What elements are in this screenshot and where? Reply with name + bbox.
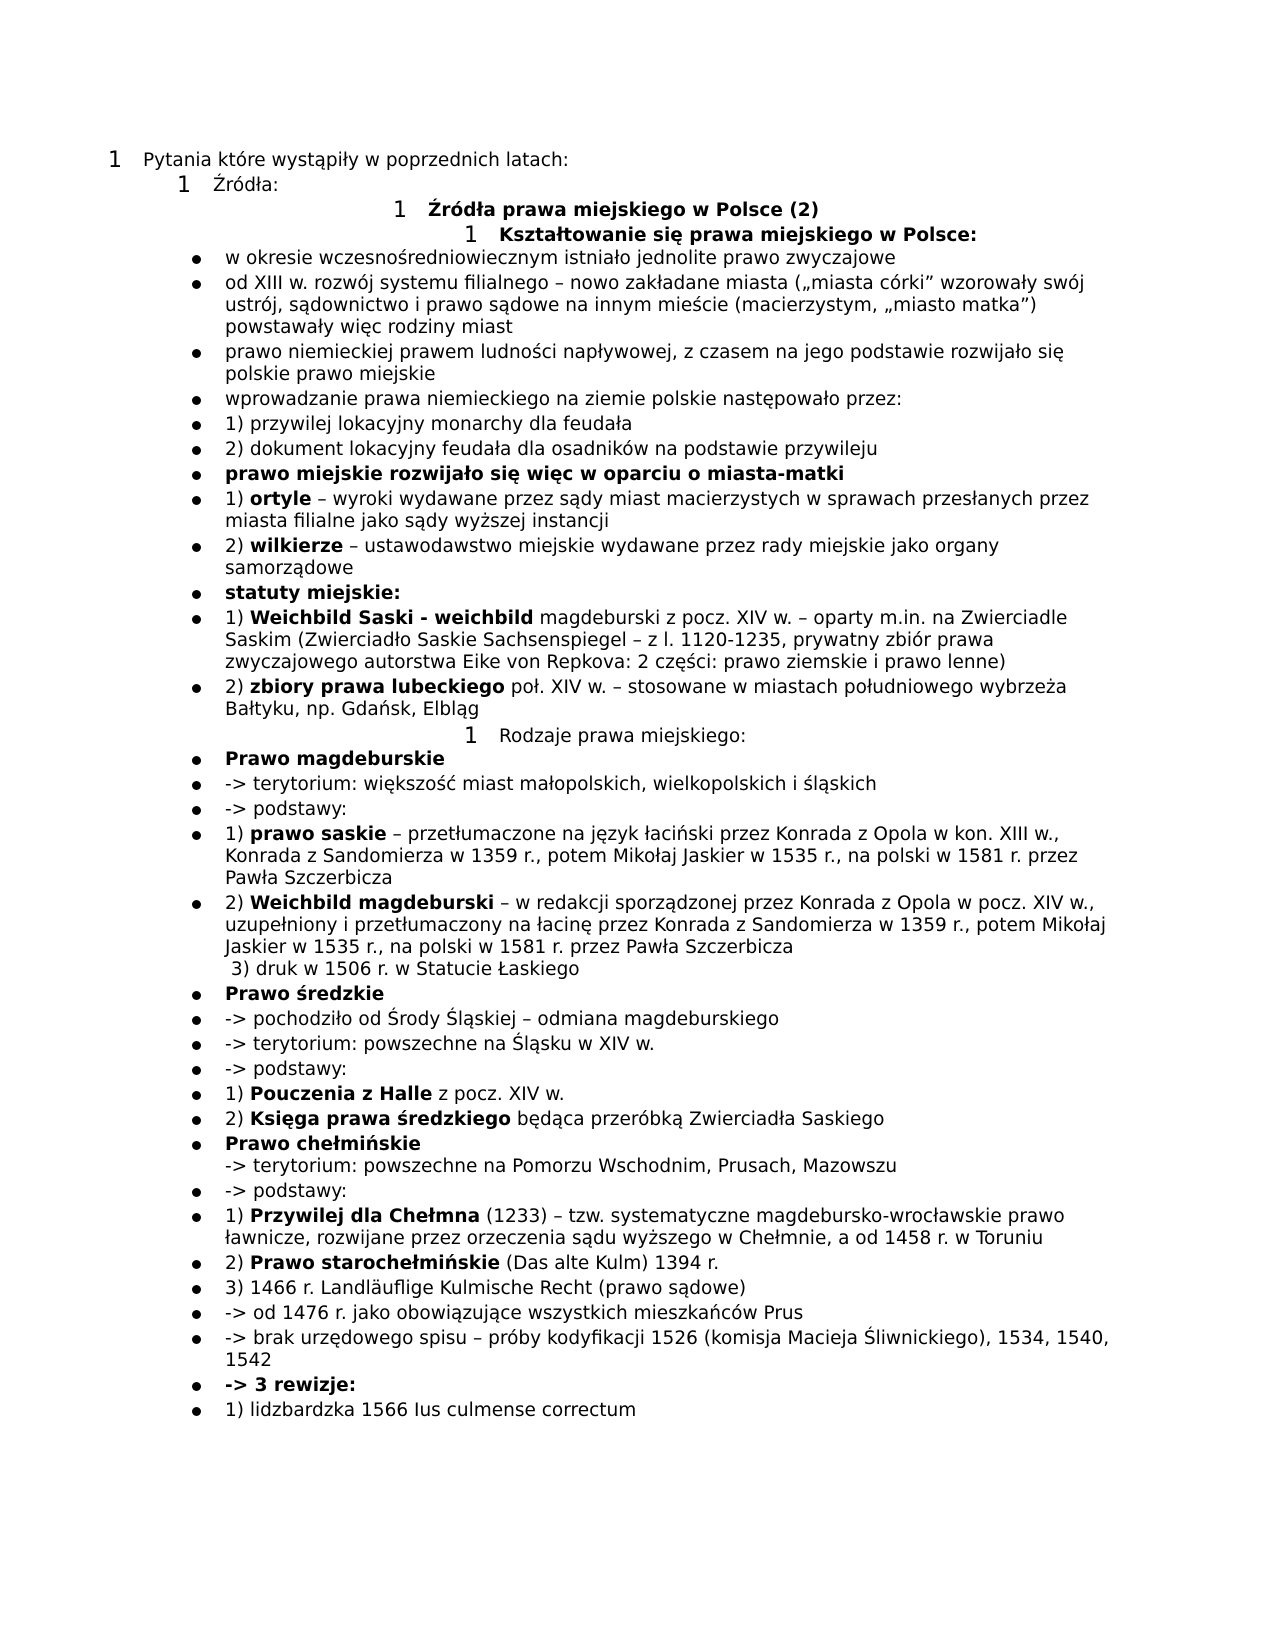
list-item-text: -> pochodziło od Środy Śląskiej – odmiana magdeburskiego	[225, 1009, 780, 1030]
bullet-icon	[192, 1407, 201, 1416]
bullet-icon	[192, 1382, 201, 1391]
list-item-term: Prawo starochełmińskie	[249, 1253, 500, 1274]
heading-city-law-formation	[0, 223, 1275, 248]
bullet-icon	[192, 1213, 201, 1222]
list-item-text: Prawo średzkie	[225, 984, 385, 1005]
list-item	[225, 583, 1125, 605]
bullet-icon	[192, 1285, 201, 1294]
document-body	[0, 148, 1275, 1425]
heading-questions	[0, 148, 1275, 173]
list-item-term: ortyle	[249, 489, 312, 510]
list-item-text: 1) lidzbardzka 1566 Ius culmense correctum	[225, 1400, 637, 1421]
list-item-prefix: 2)	[225, 677, 250, 698]
heading-text: Kształtowanie się prawa miejskiego w Polsce:	[499, 225, 978, 246]
bullet-icon	[192, 1091, 201, 1100]
list-item	[225, 1134, 1125, 1156]
bullet-icon	[192, 1335, 201, 1344]
bullet-icon	[192, 831, 201, 840]
heading-text: Źródła prawa miejskiego w Polsce (2)	[428, 200, 820, 221]
list-item	[225, 608, 1125, 674]
list-item-text: w okresie wczesnośredniowiecznym istniało jednolite prawo zwyczajowe	[225, 248, 896, 269]
list-item-text: 1) przywilej lokacyjny monarchy dla feudała	[225, 414, 633, 435]
list-item-text: poł. XIV w. – stosowane w miastach południowego wybrzeża Bałtyku, np. Gdańsk, Elbląg	[225, 677, 1067, 720]
list-item-prefix: 2)	[225, 1109, 250, 1130]
list-item	[225, 677, 1125, 721]
bullet-icon	[192, 1188, 201, 1197]
list-continuation: -> terytorium: powszechne na Pomorzu Wschodnim, Prusach, Mazowszu	[225, 1156, 898, 1177]
heading-city-law-types	[0, 724, 1275, 749]
list-item-term: Księga prawa średzkiego	[249, 1109, 511, 1130]
bullet-icon	[192, 1260, 201, 1269]
list-item-term: prawo saskie	[249, 824, 387, 845]
bullet-icon	[192, 615, 201, 624]
list-item	[225, 1181, 1125, 1203]
bullet-icon	[192, 1141, 201, 1150]
list-item	[225, 439, 1125, 461]
bullet-icon	[192, 396, 201, 405]
list-item-prefix: 1)	[225, 1206, 250, 1227]
bullet-icon	[192, 756, 201, 765]
list-item-text: Prawo magdeburskie	[225, 749, 445, 770]
list-item-prefix: 2)	[225, 1253, 250, 1274]
list-item	[225, 1059, 1125, 1081]
list-item-text: -> terytorium: powszechne na Śląsku w XIV w.	[225, 1034, 655, 1055]
list-item-text: – w redakcji sporządzonej przez Konrada z Opola w pocz. XIV w., uzupełniony i przetłumaczony na łacinę przez Konrada z Sandomierza w 1359 r., potem Mikołaj Jaskier w 1535 r., na polski w 1581 r. przez Pawła Szczerbicza	[225, 893, 1106, 958]
list-item-prefix: 1)	[225, 608, 250, 629]
bullet-icon	[192, 806, 201, 815]
list-item-prefix: 1)	[225, 489, 250, 510]
list-item-prefix: 1)	[225, 824, 250, 845]
list-item	[225, 1034, 1125, 1056]
list-item	[225, 893, 1125, 959]
list-item	[225, 464, 1125, 486]
list-item-text: -> podstawy:	[225, 1181, 348, 1202]
list-item-term: Weichbild magdeburski	[249, 893, 495, 914]
list-item-text: prawo miejskie rozwijało się więc w oparciu o miasta-matki	[225, 464, 845, 485]
heading-text: Źródła:	[213, 175, 279, 196]
list-item	[225, 824, 1125, 890]
list-item-text: statuty miejskie:	[225, 583, 401, 604]
list-item-text: – wyroki wydawane przez sądy miast macierzystych w sprawach przesłanych przez miasta filialne jako sądy wyższej instancji	[225, 489, 1090, 532]
heading-text: Rodzaje prawa miejskiego:	[499, 726, 747, 747]
list-item	[225, 749, 1125, 771]
list-item-text: – przetłumaczone na język łaciński przez Konrada z Opola w kon. XIII w., Konrada z Sandomierza w 1359 r., potem Mikołaj Jaskier w 1535 r., na polski w 1581 r. przez Pawła Szczerbicza	[225, 824, 1078, 889]
list-item	[225, 1206, 1125, 1250]
list-item-text: -> podstawy:	[225, 799, 348, 820]
list-item	[225, 536, 1125, 580]
bullet-icon	[192, 446, 201, 455]
list-item	[225, 1303, 1125, 1325]
bullet-icon	[192, 1310, 201, 1319]
bullet-icon	[192, 900, 201, 909]
list-item	[225, 774, 1125, 796]
list-item-term: wilkierze	[249, 536, 344, 557]
list-item-text: Prawo chełmińskie	[225, 1134, 421, 1155]
list-item-term: Weichbild Saski - weichbild	[249, 608, 534, 629]
heading-number: 1	[177, 173, 191, 198]
list-item-text: od XIII w. rozwój systemu filialnego – nowo zakładane miasta („miasta córki” wzorowały swój ustrój, sądownictwo i prawo sądowe na innym mieście (macierzystym, „miasto matka”) powstawały więc rodziny miast	[225, 273, 1085, 338]
list-item	[225, 389, 1125, 411]
list-item-text: prawo niemieckiej prawem ludności napływowej, z czasem na jego podstawie rozwijało się polskie prawo miejskie	[225, 342, 1064, 385]
list-item	[225, 799, 1125, 821]
list-item-text: 2) dokument lokacyjny feudała dla osadników na podstawie przywileju	[225, 439, 878, 460]
heading-number: 1	[108, 148, 122, 173]
heading-number: 1	[464, 724, 478, 749]
bullet-icon	[192, 590, 201, 599]
bullet-icon	[192, 255, 201, 264]
bullet-icon	[192, 280, 201, 289]
bullet-icon	[192, 1116, 201, 1125]
list-item-text: -> podstawy:	[225, 1059, 348, 1080]
bullet-icon	[192, 684, 201, 693]
list-item	[225, 1084, 1125, 1106]
list-item	[225, 342, 1125, 386]
bullet-icon	[192, 349, 201, 358]
heading-number: 1	[464, 223, 478, 248]
bullet-icon	[192, 496, 201, 505]
heading-sources	[0, 173, 1275, 198]
list-item-text: -> brak urzędowego spisu – próby kodyfikacji 1526 (komisja Macieja Śliwnickiego), 1534, 1540, 1542	[225, 1328, 1110, 1371]
list-item-text: magdeburski z pocz. XIV w. – oparty m.in. na Zwierciadle Saskim (Zwierciadło Saskie Sachsenspiegel – z l. 1120-1235, prywatny zbiór prawa zwyczajowego autorstwa Eike von Repkova: 2 części: prawo ziemskie i prawo lenne)	[225, 608, 1068, 673]
heading-text: Pytania które wystąpiły w poprzednich latach:	[143, 150, 569, 171]
list-item-prefix: 2)	[225, 536, 250, 557]
list-item-text: (1233) – tzw. systematyczne magdebursko-wrocławskie prawo ławnicze, rozwijane przez orzeczenia sądu wyższego w Chełmnie, a od 1458 r. w Toruniu	[225, 1206, 1065, 1249]
bullet-icon	[192, 471, 201, 480]
list-item	[225, 1109, 1125, 1131]
list-item-prefix: 2)	[225, 893, 250, 914]
list-item	[225, 1253, 1125, 1275]
list-item-text: 3) 1466 r. Landläuflige Kulmische Recht (prawo sądowe)	[225, 1278, 747, 1299]
list-item	[225, 248, 1125, 270]
heading-number: 1	[393, 198, 407, 223]
list-item	[225, 414, 1125, 436]
list-item-text: będąca przeróbką Zwierciadła Saskiego	[510, 1109, 885, 1130]
bullet-icon	[192, 781, 201, 790]
list-item	[225, 1400, 1125, 1422]
bullet-icon	[192, 1041, 201, 1050]
bullet-icon	[192, 421, 201, 430]
list-item	[225, 1009, 1125, 1031]
bullet-icon	[192, 1066, 201, 1075]
list-item-text: -> od 1476 r. jako obowiązujące wszystkich mieszkańców Prus	[225, 1303, 804, 1324]
list-item-prefix: 1)	[225, 1084, 250, 1105]
list-item-text: -> 3 rewizje:	[225, 1375, 357, 1396]
bullet-icon	[192, 543, 201, 552]
list-item	[225, 1278, 1125, 1300]
list-item-term: Pouczenia z Halle	[249, 1084, 433, 1105]
list-item-text: (Das alte Kulm) 1394 r.	[500, 1253, 720, 1274]
list-item-text: wprowadzanie prawa niemieckiego na ziemie polskie następowało przez:	[225, 389, 903, 410]
list-item-term: Przywilej dla Chełmna	[249, 1206, 481, 1227]
list-item-text: – ustawodawstwo miejskie wydawane przez rady miejskie jako organy samorządowe	[225, 536, 1000, 579]
list-item	[225, 1328, 1125, 1372]
list-item	[225, 1375, 1125, 1397]
list-continuation: 3) druk w 1506 r. w Statucie Łaskiego	[225, 959, 580, 980]
bullet-icon	[192, 1016, 201, 1025]
bullet-icon	[192, 991, 201, 1000]
list-item	[225, 489, 1125, 533]
list-item	[225, 984, 1125, 1006]
list-item-text: -> terytorium: większość miast małopolskich, wielkopolskich i śląskich	[225, 774, 877, 795]
list-item-text: z pocz. XIV w.	[432, 1084, 565, 1105]
list-item-term: zbiory prawa lubeckiego	[249, 677, 505, 698]
list-item	[225, 273, 1125, 339]
heading-city-law-sources	[0, 198, 1275, 223]
